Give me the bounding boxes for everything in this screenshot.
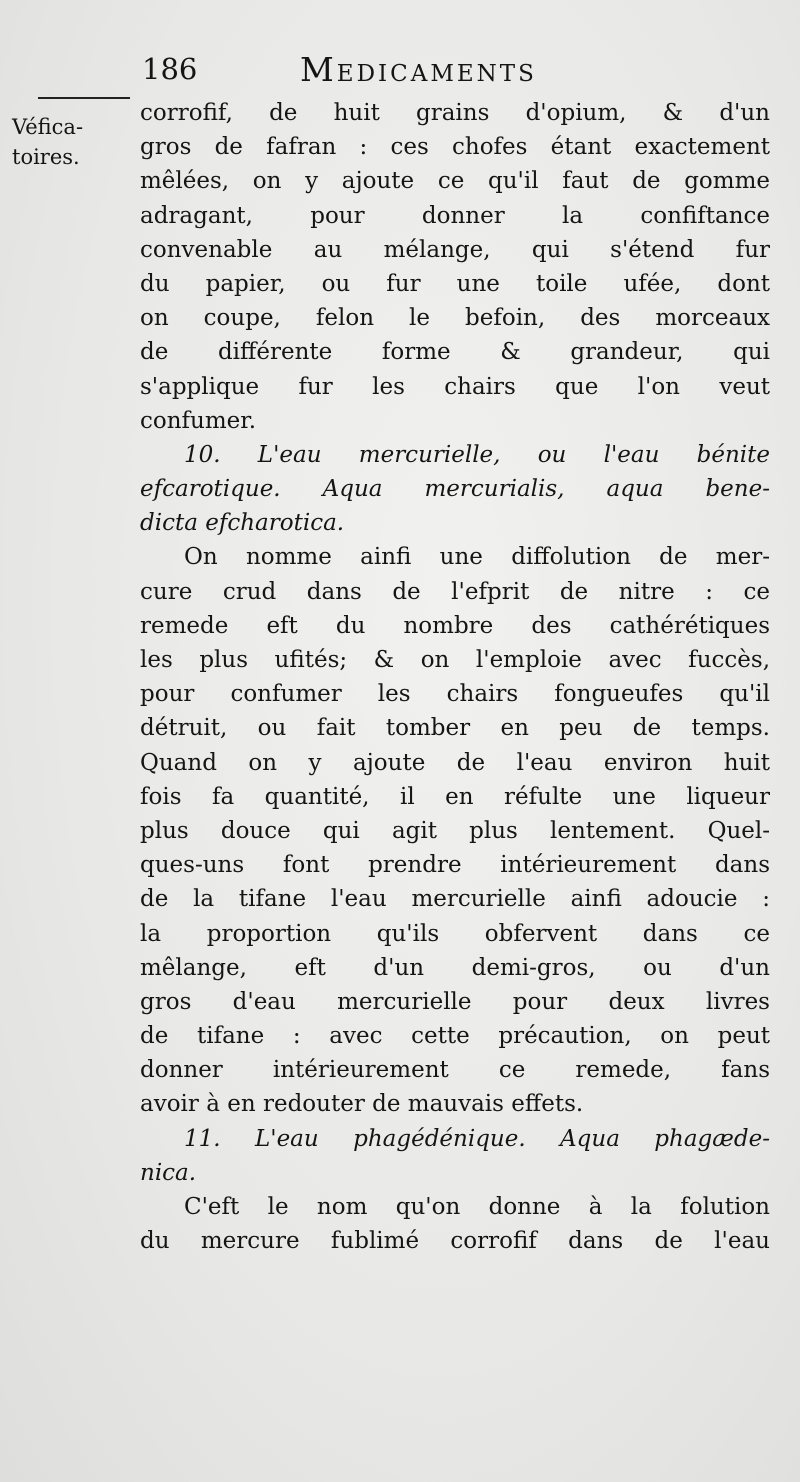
text-line: C'eft le nom qu'on donne à la folution <box>184 1194 770 1220</box>
margin-note <box>12 112 122 172</box>
text-line: de différente forme & grandeur, qui <box>140 339 770 366</box>
margin-note-line: Véfica- <box>12 115 84 139</box>
text-line: nica. <box>140 1159 197 1186</box>
text-line: convenable au mélange, qui s'étend fur <box>140 236 770 263</box>
text-line: plus douce qui agit plus lentement. Quel- <box>140 817 770 844</box>
margin-rule <box>38 97 130 99</box>
running-title: Medicaments <box>300 50 537 89</box>
text-line: avoir à en redouter de mauvais effets. <box>140 1091 584 1118</box>
text-line: on coupe, felon le befoin, des morceaux <box>140 305 770 332</box>
text-line: détruit, ou fait tomber en peu de temps. <box>140 715 770 742</box>
body-text <box>140 96 770 1258</box>
text-line: du mercure fublimé corrofif dans de l'eau <box>140 1228 770 1255</box>
text-line: mêlange, eft d'un demi-gros, ou d'un <box>140 954 770 981</box>
text-line: ques-uns font prendre intérieurement dans <box>140 852 770 879</box>
text-line: du papier, ou fur une toile ufée, dont <box>140 270 770 297</box>
text-line: les plus ufités; & on l'emploie avec fuccès, <box>140 647 770 673</box>
text-line: donner intérieurement ce remede, fans <box>140 1057 770 1084</box>
page-number: 186 <box>142 52 198 86</box>
text-line: gros d'eau mercurielle pour deux livres <box>140 988 770 1015</box>
text-line: cure crud dans de l'efprit de nitre : ce <box>140 578 770 605</box>
text-line: de la tifane l'eau mercurielle ainfi adoucie : <box>140 886 770 913</box>
text-line: 10. L'eau mercurielle, ou l'eau bénite <box>184 441 770 468</box>
text-line: Quand on y ajoute de l'eau environ huit <box>140 749 770 776</box>
text-line: dicta efcharotica. <box>140 510 345 537</box>
text-line: corrofif, de huit grains d'opium, & d'un <box>140 100 770 126</box>
text-line: remede eft du nombre des cathérétiques <box>140 612 770 639</box>
text-line: fois fa quantité, il en réfulte une liqueur <box>140 783 770 810</box>
text-line: mêlées, on y ajoute ce qu'il faut de gomme <box>140 168 770 195</box>
text-line: pour confumer les chairs fongueufes qu'il <box>140 681 770 708</box>
text-line: confumer. <box>140 407 257 434</box>
text-line: On nomme ainfi une diffolution de mer- <box>184 544 770 571</box>
text-line: gros de fafran : ces chofes étant exactement <box>140 134 770 161</box>
text-line: s'applique fur les chairs que l'on veut <box>140 373 770 400</box>
text-line: 11. L'eau phagédénique. Aqua phagæde- <box>184 1125 770 1152</box>
text-line: adragant, pour donner la confiftance <box>140 202 770 229</box>
text-line: la proportion qu'ils obfervent dans ce <box>140 920 770 947</box>
text-line: de tifane : avec cette précaution, on peut <box>140 1023 770 1050</box>
page-header <box>142 50 622 94</box>
text-line: efcarotique. Aqua mercurialis, aqua bene- <box>140 476 770 503</box>
margin-note-line: toires. <box>12 145 80 169</box>
